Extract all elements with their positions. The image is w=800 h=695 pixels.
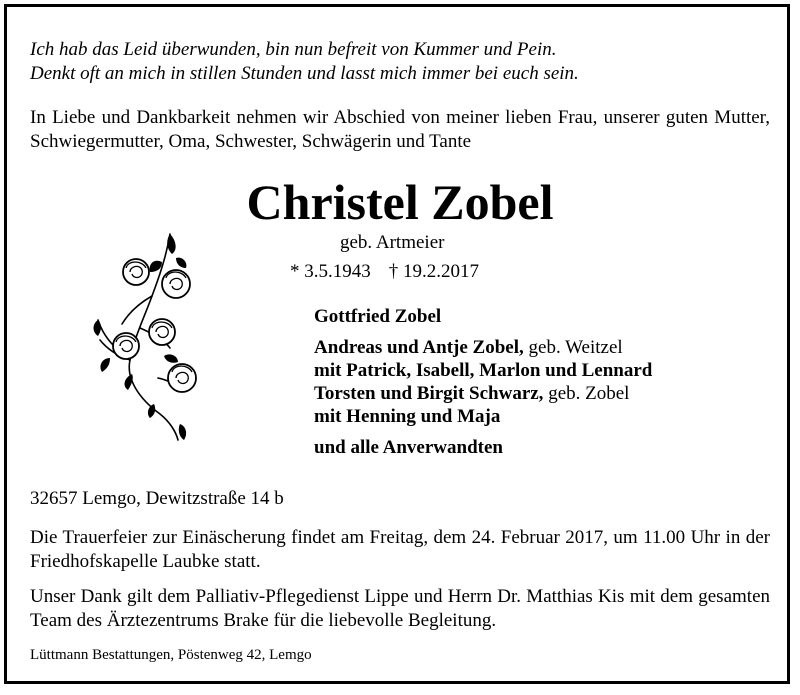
family-child-1: Andreas und Antje Zobel,	[314, 337, 524, 358]
poem-line-1: Ich hab das Leid überwunden, bin nun befreit von Kummer und Pein.	[30, 39, 557, 60]
address: 32657 Lemgo, Dewitzstraße 14 b	[30, 488, 284, 509]
family-list	[314, 305, 652, 459]
life-dates	[290, 260, 479, 284]
birth-name: geb. Artmeier	[340, 232, 445, 253]
thanks-text: Unser Dank gilt dem Palliativ-Pflegedienst Lippe und Herrn Dr. Matthias Kis mit dem gesamten Team des Ärztezentrums Brake für die liebevolle Begleitung.	[30, 586, 770, 631]
intro-text: In Liebe und Dankbarkeit nehmen wir Abschied von meiner lieben Frau, unserer guten Mutter, Schwiegermutter, Oma, Schwester, Schwägerin und Tante	[30, 107, 770, 152]
ceremony-text: Die Trauerfeier zur Einäscherung findet am Freitag, dem 24. Februar 2017, um 11.00 Uhr in der Friedhofskapelle Laubke statt.	[30, 527, 770, 572]
family-line-4	[314, 382, 652, 405]
funeral-home: Lüttmann Bestattungen, Pöstenweg 42, Lemgo	[30, 647, 312, 663]
family-child-2-birthname: geb. Zobel	[543, 383, 630, 404]
family-child-2: Torsten und Birgit Schwarz,	[314, 383, 544, 404]
family-line-2	[314, 336, 652, 359]
rose-branch-icon	[78, 228, 208, 443]
death-date: † 19.2.2017	[388, 261, 479, 282]
family-spouse: Gottfried Zobel	[314, 306, 442, 327]
family-grandchildren-2: mit Henning und Maja	[314, 406, 501, 427]
family-grandchildren-1: mit Patrick, Isabell, Marlon und Lennard	[314, 360, 653, 381]
poem-line-2: Denkt oft an mich in stillen Stunden und lasst mich immer bei euch sein.	[30, 63, 579, 84]
birth-date: * 3.5.1943	[290, 261, 371, 282]
deceased-name: Christel Zobel	[246, 174, 554, 230]
family-child-1-birthname: geb. Weitzel	[523, 337, 623, 358]
memorial-poem	[30, 38, 770, 86]
family-relatives: und alle Anverwandten	[314, 437, 503, 458]
